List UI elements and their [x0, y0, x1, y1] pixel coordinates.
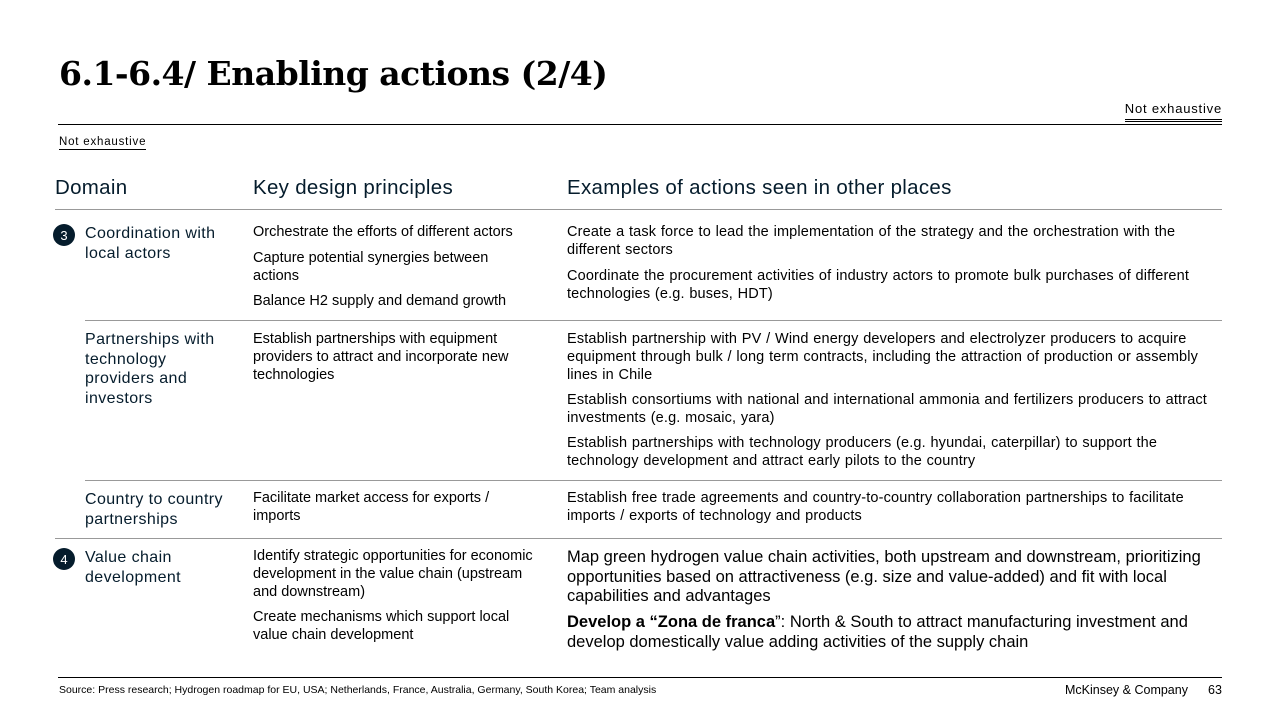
column-header-domain: Domain — [55, 176, 128, 199]
footer-divider — [58, 677, 1222, 678]
page-title: 6.1-6.4/ Enabling actions (2/4) — [59, 54, 608, 93]
domain-value-chain: Value chain development — [85, 549, 182, 586]
principle-item: Balance H2 supply and demand growth — [253, 293, 507, 309]
example-item: Create a task force to lead the implementation of the strategy and the orchestration with the different sectors — [567, 224, 1176, 258]
section-badge-3: 3 — [53, 224, 75, 246]
not-exhaustive-tag-left: Not exhaustive — [59, 136, 147, 148]
company-name: McKinsey & Company — [1065, 683, 1188, 697]
example-highlight-bold: Develop a “Zona de franca — [567, 613, 776, 631]
domain-country-partnerships: Country to country partnerships — [85, 491, 223, 528]
principle-item: Capture potential synergies between actions — [253, 250, 489, 284]
page-number: 63 — [1208, 683, 1222, 697]
row-divider — [55, 538, 1222, 539]
example-item: Establish partnership with PV / Wind energy developers and electrolyzer producers to acquire equipment through bulk / long term contracts, including the attraction of production or assembly lines in Chile — [567, 331, 1199, 383]
principle-item: Identify strategic opportunities for economic development in the value chain (upstream and downstream) — [253, 548, 533, 600]
example-item: Map green hydrogen value chain activities, both upstream and downstream, prioritizing opportunities based on attractiveness (e.g. size and value-added) and fit with local capabilities and advantages — [567, 548, 1201, 605]
principle-item: Orchestrate the efforts of different actors — [253, 224, 513, 240]
title-divider — [58, 124, 1222, 125]
row-divider — [85, 320, 1222, 321]
not-exhaustive-tag-right: Not exhaustive — [1125, 101, 1222, 122]
source-note: Source: Press research; Hydrogen roadmap for EU, USA; Netherlands, France, Australia, Germany, South Korea; Team analysis — [59, 684, 657, 696]
principle-item: Facilitate market access for exports / imports — [253, 490, 490, 524]
principle-item: Create mechanisms which support local value chain development — [253, 609, 510, 643]
row-divider — [85, 480, 1222, 481]
column-header-examples: Examples of actions seen in other places — [567, 176, 952, 199]
column-header-principles: Key design principles — [253, 176, 454, 199]
example-item: Coordinate the procurement activities of industry actors to promote bulk purchases of different technologies (e.g. buses, HDT) — [567, 268, 1190, 302]
example-item: Establish partnerships with technology producers (e.g. hyundai, caterpillar) to support the technology development and attract early pilots to the country — [567, 435, 1158, 469]
example-highlight-rest: ”: North & South to attract manufacturing investment and develop domestically value adding activities of the supply chain — [567, 613, 1188, 651]
example-item: Establish consortiums with national and international ammonia and fertilizers producers to attract investments (e.g. mosaic, yara) — [567, 392, 1207, 426]
domain-coordination: Coordination with local actors — [85, 225, 216, 262]
section-badge-4: 4 — [53, 548, 75, 570]
header-divider — [55, 209, 1222, 210]
example-item: Establish free trade agreements and country-to-country collaboration partnerships to facilitate imports / exports of technology and products — [567, 490, 1184, 524]
principle-item: Establish partnerships with equipment providers to attract and incorporate new technologies — [253, 331, 509, 383]
example-highlight — [567, 613, 1217, 652]
domain-partnerships: Partnerships with technology providers and investors — [85, 331, 215, 407]
